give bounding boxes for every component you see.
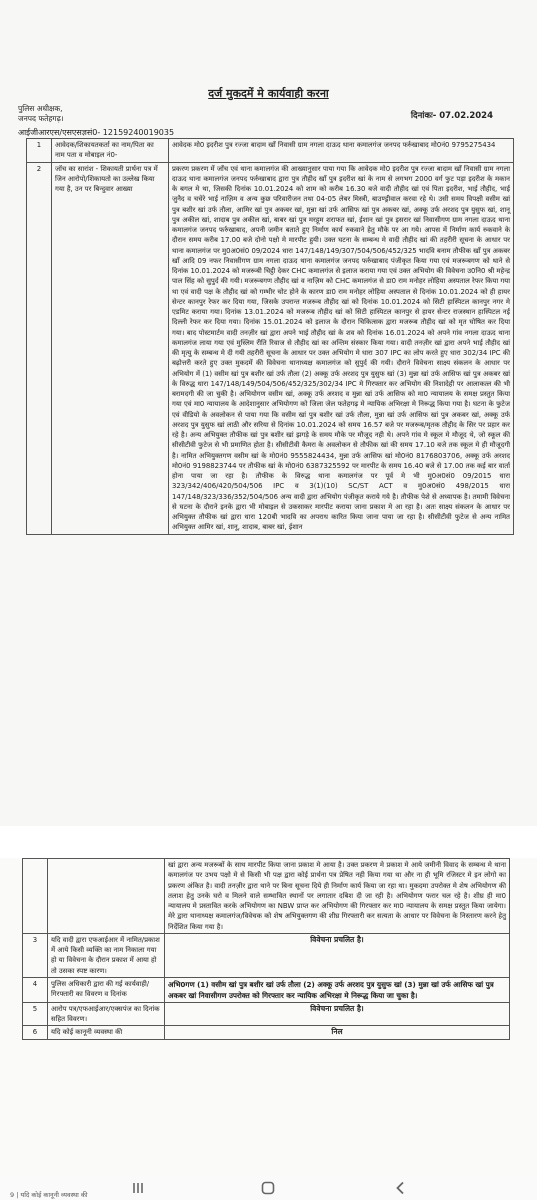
row-number: 5	[23, 1002, 48, 1026]
back-icon[interactable]	[393, 1180, 409, 1196]
row-number: 4	[23, 977, 48, 1002]
row-answer: निल	[165, 1026, 510, 1039]
table-row	[23, 977, 510, 1002]
row-number: 3	[23, 933, 48, 977]
row-question: आरोप पत्र/एफआईआर/एक्सपंज का दिनांक सहित विवरण।	[48, 1002, 165, 1026]
recents-icon[interactable]	[130, 1180, 146, 1196]
document-title: दर्ज मुकदमें मे कार्यवाही करना	[208, 87, 329, 100]
row-answer: प्रकरण प्रकरण में जाँच एवं थाना कमालगंज की आख्यानुसार पाया गया कि आवेदक मो0 इदरीश पुत्र रज्जा बादाम खाँ निवासी ग्राम नगला दाऊद थाना कमालगंज जनपद फर्रुखाबाद द्वारा पुत्र तौहीद खाँ पुत्र इदरीश खां के नाम से लगभग 2000 वर्ग फुट पड़ा इदरीश के मकान के बगल मे था, जिसकी दिनांक 10.01.2024 को शाम को करीब 16.30 बजे वादी तौहीद खां एवं पिता इदरीश, भाई तौहीद, भाई जुनैद व चचेरे भाई नाज़िम व अन्य कुछ परिवारीजन तथा 04-05 लेबर मिस्त्री, बाउण्ड्रीवाल करवा रहे थे। उसी समय विपक्षी वसीम खां पुत्र बशीर खां उर्फ तौला, आमिर खां पुत्र अकबर खां, मुन्ना खां उर्फ आसिफ खां पुत्र अकबर खां, अक्कू उर्फ अरशद पुत्र युसुफ खां, शानू पुत्र अकील खां, शादाब पुत्र अकील खां, बाबर खां पुत्र मरहूम शराफत खां, ईशान खां पुत्र इसरार खां निवासीगण ग्राम नगला दाऊद थाना कमालगंज जनपद फर्रुखाबाद, अपनी जमीन बताते हुए निर्माण कार्य रुकवाने हेतु मौके पर आ गये। आपस में निर्माण कार्य रुकवाने के दौरान समय करीब 17.00 बजे दोनो पक्षो मे मारपीट हुयी। उक्त घटना के सम्बन्ध मे वादी तौहीद खां की तहरीरी सूचना के आधार पर थाना कमालगंज पर मु0अ0सं0 09/2024 धारा 147/148/149/307/504/506/452/325 भादवि बनाम तौफीक खाँ पुत्र अकबर खाँ आदि 09 नफर निवासीगण ग्राम नगला दाऊद थाना कमालगंज जनपद फर्रुखाबाद पंजीकृत किया गया एवं मजरूबगण को थाने से दिनांक 10.01.2024 को मजरूबी चिट्ठी देकर CHC कमालगंज से इलाज कराया गया एवं उक्त अभियोग की विवेचना उ0नि0 श्री महेन्द्र पाल सिंह को सुपुर्द की गयी। मजरूबगण तौहीद खां व नाज़िम को CHC कमालगंज से डा0 राम मनोहर लोहिया अस्पताल रेफर किया गया था एवं वादी पक्ष के तौहीद खां को गम्भीर चोट होने के कारण डा0 राम मनोहर लोहिया अस्पताल से दिनांक 10.01.2024 को ही हायर सेन्टर कानपुर रेफर कर दिया गया, जिसके उपरान्त मजरूब तौहीद खां को दिनांक 10.01.2024 को सिटी हास्पिटल कानपुर नगर मे एडमिट कराया गया। दिनांक 13.01.2024 को मजरूब तौहीद खां को सिटी हास्पिटल कानपुर से हायर सेन्टर राजस्थान हास्पिटल नई दिल्ली रेफर कर दिया गया। दिनांक 15.01.2024 को इलाज के दौरान चिकित्सक द्वारा मजरूब तौहीद खां को मृत घोषित कर दिया गया। बाद पोस्टमार्टम वादी तनज़ीर खां द्वारा अपने भाई तौहीद खां के शव को दिनांक 16.01.2024 को अपने गांव नगला दाऊद थाना कमालगंज लाया गया एवं मुस्लिम रीति रिवाज से तौहीद खां का अन्तिम संस्कार किया गया। वादी तनज़ीर खां द्वारा अपने भाई तौहीद खां की मृत्यु के सम्बन्ध मे दी गयी तहरीरी सूचना के आधार पर उक्त अभियोग मे धारा 307 IPC का लोप करते हुए धारा 302/34 IPC की बढ़ोत्तरी करते हुए उक्त मुकदमें की विवेचना थानाध्यक्ष कमालगंज को सुपुर्द की गयी। दौराने विवेचना साक्ष्य संकलन के आधार पर अभियोग में (1) वसीम खां पुत्र बशीर खां उर्फ तौला (2) अक्कू उर्फ अरशद पुत्र युसुफ खां (3) मुन्ना खां उर्फ आसिफ खां पुत्र अकबर खां के विरुद्ध धारा 147/148/149/504/506/452/325/302/34 IPC मे गिरफ्तार कर अभियोग की निशादेही पर आलाकत्ल की भी बरामदगी की जा चुकी है। अभियोगण वसीम खां, अक्कू उर्फ अरशद व मुन्ना खां उर्फ आसिफ को मा0 न्यायालय के समक्ष प्रस्तुत किया गया एवं मा0 न्यायालय के आदेशानुसार अभियोगण को जिला जेल फतेहगढ़ मे न्यायिक अभिरक्षा मे निरूद्ध किया गया है। घटना के फुटेज एवं वीडियो के अवलोकन से पाया गया कि वसीम खां पुत्र बशीर खां उर्फ तौला, मुन्ना खां उर्फ आसिफ खां पुत्र अकबर खां, अक्कू उर्फ अरशद पुत्र युसुफ खां लाठी और सरिया से दिनांक 10.01.2024 को समय 16.57 बजे पर मजरूब/मृतक तौहीद के सिर पर प्रहार कर रहे है। अन्य अभियुक्त तौफीक खां पुत्र बशीर खां झगड़े के समय मौके पर मौजूद नही थे। अपने गांव मे स्कूल मे मौजूद थे, जो स्कूल की सीसीटीवी फुटेज से भी प्रमाणित होता है। सीसीटीवी कैमरा के अवलोकन से तौफीक खां की समय 17.10 बजे तक स्कूल मे ही मौजूदगी है। नामित अभियुक्तगण वसीम खां के मो0नं0 9555824434, मुन्ना उर्फ आसिफ खां मो0नं0 8176803706, अक्कू उर्फ अरशद मो0नं0 9198823744 पर तौफीक खां के मो0नं0 6387325592 पर मारपीट के समय 16.40 बजे से 17.00 तक कई बार वार्ता होना पाया जा रहा है। तौफीक के विरुद्ध थाना कमालगंज पर पूर्व मे भी मु0अ0सं0 09/2015 धारा 323/342/406/420/504/506 IPC व 3(1)(10) SC/ST ACT व मु0अ0सं0 498/2015 धारा 147/148/323/336/352/504/506 अन्य वादी द्वारा अभियोग पंजीकृत कराये गये है। तौफीक पेशे से अध्यापक है। तमामी विवेचना से घटना के दौराने इनके द्वारा भी मोबाइल से उकसाकर मारपीट कराया जाना प्रकाश मे आ रहा है। अतः साक्ष्य संकलन के आधार पर अभियुक्त तौफीक खां द्वारा धारा 120बी भादवि का अपराध कारित किया जाना पाया जा रहा है। सीसीटीवी फुटेज से अन्य नामित अभियुक्त आमिर खां, शानू, शादाब, बाबर खां, ईशान	[169, 162, 514, 534]
row-answer: विवेचना प्रचलित है।	[165, 1002, 510, 1026]
row-answer: आवेदक मो0 इदरीश पुत्र रज्जा बादाम खाँ निवासी ग्राम नगला दाऊद थाना कमालगंज जनपद फर्रुखाबाद मो0नं0 9795275434	[169, 139, 514, 163]
row-number	[23, 859, 48, 934]
table-row	[23, 859, 510, 934]
report-table-page-1	[26, 138, 514, 535]
row-number: 2	[27, 162, 52, 534]
report-table-page-2	[22, 858, 510, 1040]
row-question: पुलिस अधिकारी द्वारा की गई कार्यवाही/गिरफ्तारी का विवरण व दिनांक	[48, 977, 165, 1002]
table-row	[23, 1002, 510, 1026]
document-date: दिनांकः- 07.02.2024	[410, 111, 493, 121]
page-gap	[0, 826, 537, 858]
row-question: आवेदक/शिकायतकर्ता का नाम/पिता का नाम पता व मोबाइल नं0-	[52, 139, 169, 163]
row-question: यदि वादी द्वारा एफआईआर में नामित/प्रकाश में आये किसी व्यक्ति का नाम निकाला गया हो या विवेचना के दौरान प्रकाश में आया हो तो उसका स्पष्ट कारण।	[48, 933, 165, 977]
row-question	[48, 859, 165, 934]
next-page-peek: 9 | यदि कोई कानूनी व्यवस्था की	[10, 1191, 88, 1199]
row-number: 1	[27, 139, 52, 163]
document-page-2	[0, 858, 537, 1176]
row-answer: विवेचना प्रचलित है।	[165, 933, 510, 977]
row-question: यदि कोई कानूनी व्यवस्था की	[48, 1026, 165, 1039]
table-row	[27, 139, 514, 163]
addressee-line-1: पुलिस अधीक्षक,	[18, 104, 63, 113]
row-answer-continued: खां द्वारा अन्य मजरूबों के साथ मारपीट किया जाना प्रकाश मे आया है। उक्त प्रकरण मे प्रकाश मे आये जमीनी विवाद के सम्बन्ध मे थाना कमालगंज पर उभय पक्षो मे से किसी भी पक्ष द्वारा कोई प्रार्थना पत्र प्रेषित नही किया गया था और ना ही भूमि रजिस्टर मे इन लोगो का प्रकरण अंकित है। वादी तनज़ीर द्वारा थाने पर बिना सूचना दिये ही निर्माण कार्य किया जा रहा था। मुकदमा उपरोक्त मे शेष अभियोगण की तलाश हेतु उनके घरो व मिलने वाले सम्भावित स्थानों पर लगातार दबिश दी जा रही है। अभियोगण फरार चल रहे है। शीघ्र ही मा0 न्यायालय मे प्रस्तावित करके अभियोगण का NBW प्राप्त कर अभियोगण की गिरफ्तार कर मा0 न्यायालय के समक्ष प्रस्तुत किया जायेगा। मेरे द्वारा थानाध्यक्ष कमालगंज/विवेचक को शेष अभियुक्तगण की शीघ्र गिरफ्तारी कर सत्यता के आधार पर विवेचना के निस्तारण करने हेतु निर्देशित किया गया है।	[165, 859, 510, 934]
row-question: जॉच का सारांश - शिकायती प्रार्थना पत्र में जिन आरोपो/शिकायतो का उल्लेख किया गया है, उन पर बिन्दुवार आख्या	[52, 162, 169, 534]
table-row	[27, 162, 514, 534]
row-number: 6	[23, 1026, 48, 1039]
home-icon[interactable]	[260, 1180, 276, 1196]
table-row	[23, 1026, 510, 1039]
addressee-line-2: जनपद फतेहगढ़।	[18, 114, 64, 123]
igrs-reference: आईजीआरएस/एसएसज्ञसं0- 12159240019035	[18, 128, 175, 137]
row-answer: अभि0गण (1) वसीम खां पुत्र बशीर खां उर्फ तौला (2) अक्कू उर्फ अरशद पुत्र युसुफ खां (3) मुन्ना खां उर्फ आसिफ खां पुत्र अकबर खां निवासीगण उपरोक्त को गिरफ्तार कर न्यायिक अभिरक्षा मे निरूद्ध किया जा चुका है।	[165, 977, 510, 1002]
table-row	[23, 933, 510, 977]
